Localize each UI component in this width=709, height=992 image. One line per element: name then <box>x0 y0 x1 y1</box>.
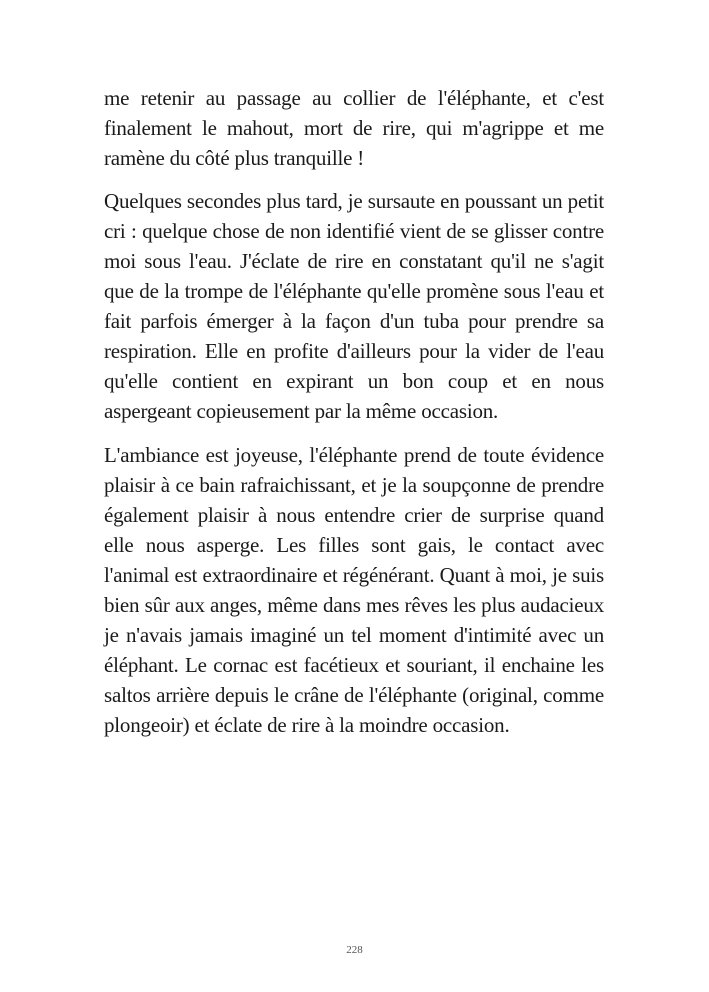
paragraph-2: Quelques secondes plus tard, je sursaute en poussant un petit cri : quelque chose de non identifié vient de se glisser contre moi sous l'eau. J'éclate de rire en constatant qu'il ne s'agit que de la trompe de l'éléphante qu'elle promène sous l'eau et fait parfois émerger à la façon d'un tuba pour prendre sa respiration. Elle en profite d'ailleurs pour la vider de l'eau qu'elle contient en expirant un bon coup et en nous aspergeant copieusement par la même occasion. <box>104 189 604 423</box>
paragraph-3: L'ambiance est joyeuse, l'éléphante prend de toute évidence plaisir à ce bain rafraichissant, et je la soupçonne de prendre également plaisir à nous entendre crier de surprise quand elle nous asperge. Les filles sont gais, le contact avec l'animal est extraordinaire et régénérant. Quant à moi, je suis bien sûr aux anges, même dans mes rêves les plus audacieux je n'avais jamais imaginé un tel moment d'intimité avec un éléphant. Le cornac est facétieux et souriant, il enchaine les saltos arrière depuis le crâne de l'éléphante (original, comme plongeoir) et éclate de rire à la moindre occasion. <box>104 443 604 737</box>
page-number: 228 <box>346 944 363 956</box>
paragraph-1: me retenir au passage au collier de l'éléphante, et c'est finalement le mahout, mort de rire, qui m'agrippe et me ramène du côté plus tranquille ! <box>104 86 604 170</box>
page-body <box>104 83 604 754</box>
